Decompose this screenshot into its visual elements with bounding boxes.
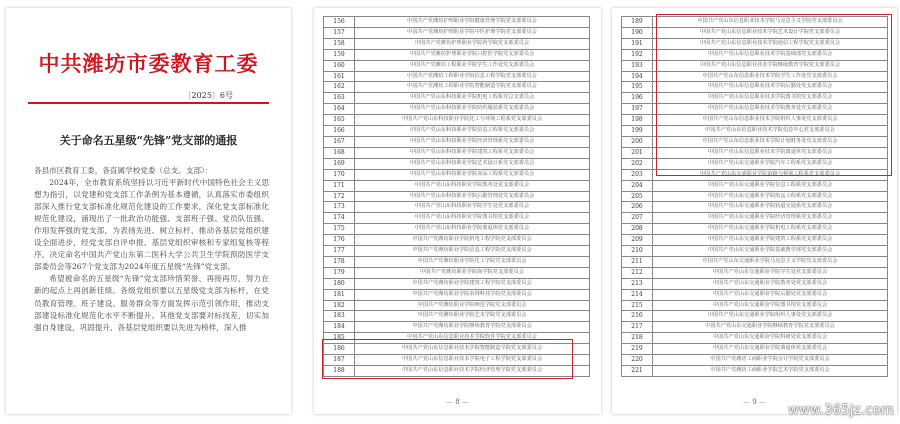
row-number: 209 [622, 235, 653, 246]
branch-name: 中国共产党山东交通职业学院轨道交通系党支部委员会 [653, 202, 888, 213]
table-row [324, 256, 590, 267]
red-header-title: 中共潍坊市委教育工委 [38, 51, 259, 76]
row-number: 177 [324, 246, 355, 257]
table-row [622, 147, 888, 158]
row-number: 192 [622, 49, 653, 60]
row-number: 169 [324, 158, 355, 169]
row-number: 164 [324, 104, 355, 115]
branch-name: 中国共产党山东科技职业学院建筑工程系党支部委员会 [355, 147, 590, 158]
row-number: 214 [622, 289, 653, 300]
branch-name: 中国共产党山东信息职业技术学院后勤处党支部委员会 [653, 82, 888, 93]
row-number: 191 [622, 38, 653, 49]
notice-salutation: 各县市区教育工委，各直属学校党委（总支、支部）： [34, 166, 213, 175]
row-number: 165 [324, 115, 355, 126]
table-row [324, 158, 590, 169]
table-row [324, 224, 590, 235]
row-number: 206 [622, 202, 653, 213]
branch-name: 中国共产党山东交通职业学院汽车工程系党支部委员会 [653, 158, 888, 169]
row-number: 218 [622, 333, 653, 344]
table-row [324, 104, 590, 115]
table-row [622, 366, 888, 377]
branch-name: 中国共产党山东交通职业学院图书馆党支部委员会 [653, 300, 888, 311]
branch-name: 中国共产党潍坊工程职业学院信息工程学院党支部委员会 [355, 71, 590, 82]
branch-name: 中国共产党山东科技职业学院学生处党支部委员会 [355, 202, 590, 213]
row-number: 186 [324, 344, 355, 355]
branch-name: 中国共产党山东科技职业学院经济管理系党支部委员会 [355, 136, 590, 147]
notice-body [34, 165, 269, 334]
branch-name: 中国共产党潍坊工商职业学院会计学院党支部委员会 [653, 355, 888, 366]
table-row [622, 322, 888, 333]
table-row [324, 278, 590, 289]
row-number: 207 [622, 213, 653, 224]
table-row [324, 60, 590, 71]
notice-paragraph: 2024年，全市教育系统坚持以习近平新时代中国特色社会主义思想为指引，以党建和党支部工作条例为基本遵循，认真落实市委组织部深入推行党支部标准化规范化建设的工作要求，深化党支部标准化规范化建设，涌现出了一批政治功能强、支部班子强、党员队伍强、作用发挥强的党支部，为表扬先进、树立标杆、推动各基层党组织建设全面进步，经党支部自评申报、基层党组织审核和专家组复核等程序，决定命名中国共产党山东第二医科大学公共卫生学院预防医学支部委员会等267个党支部为2024年度五星级“先锋”党支部。 [34, 178, 269, 272]
branch-name: 中国共产党潍坊护理职业学院健康管理学院党支部委员会 [355, 17, 590, 28]
branch-name: 中国共产党潍坊职业学院商学院党支部委员会 [355, 267, 590, 278]
branch-name: 中国共产党潍坊职业学院艺术学院党支部委员会 [355, 311, 590, 322]
table-row [324, 235, 590, 246]
branch-name: 中国共产党山东科技职业学院纺织服装系党支部委员会 [355, 104, 590, 115]
branch-name: 中国共产党山东科技职业学院图书馆党支部委员会 [355, 213, 590, 224]
table-row [324, 202, 590, 213]
table-row [324, 355, 590, 366]
branch-name: 中国共产党潍坊职业学院师范学院党支部委员会 [355, 300, 590, 311]
notice-title: 关于命名五星级“先锋”党支部的通报 [59, 134, 238, 147]
row-number: 213 [622, 278, 653, 289]
table-row [324, 311, 590, 322]
table-row [324, 344, 590, 355]
branch-name: 中国共产党山东科技职业学院化工与环境工程系党支部委员会 [355, 115, 590, 126]
row-number: 157 [324, 27, 355, 38]
table-row [324, 289, 590, 300]
table-row [324, 115, 590, 126]
table-row [622, 235, 888, 246]
branch-name: 中国共产党山东信息职业技术学院继续教育学院党支部委员会 [653, 60, 888, 71]
branch-name: 中国共产党山东科技职业学院机电工程系党总支委员会 [355, 93, 590, 104]
branch-name: 中国共产党山东信息职业技术学院组织人事处党支部委员会 [653, 115, 888, 126]
table-row [324, 82, 590, 93]
table-row [622, 278, 888, 289]
branch-name: 中国共产党潍坊职业学院信息工程学院党支部委员会 [355, 246, 590, 257]
branch-name: 中国共产党山东科技职业学院艺术设计系党支部委员会 [355, 158, 590, 169]
row-number: 202 [622, 158, 653, 169]
branch-name: 中国共产党山东科技职业学院食品工程系党支部委员会 [355, 169, 590, 180]
row-number: 187 [324, 355, 355, 366]
branch-name: 中国共产党山东交通职业学院基础教学部党支部委员会 [653, 246, 888, 257]
branch-name: 中国共产党潍坊职业学院机电工程学院党支部委员会 [355, 235, 590, 246]
site-watermark: www.365jz.com [788, 403, 894, 418]
page-number: — 9 — [743, 398, 766, 406]
table-row [622, 71, 888, 82]
table-row [324, 147, 590, 158]
branch-name: 中国共产党山东信息职业技术学院信息中心党支部委员会 [653, 126, 888, 137]
notice-paragraph: 希望被命名的五星级“先锋”党支部珍惜荣誉、再接再厉，努力在新的起点上再创新佳绩。各级党组织要以五星级党支部为标杆，在党员教育管理、班子建设、服务群众等方面发挥示范引领作用，推动支部建设标准化规范化水平不断提升。其他党支部要对标找差，切实加强自身建设，巩固提升、各基层党组织要以先进为榜样，深入推 [34, 274, 269, 332]
row-number: 166 [324, 126, 355, 137]
row-number: 194 [622, 71, 653, 82]
row-number: 201 [622, 147, 653, 158]
table-row [622, 289, 888, 300]
branch-name: 中国共产党潍坊护理职业学院中医护理学院党支部委员会 [355, 27, 590, 38]
table-row [622, 60, 888, 71]
row-number: 180 [324, 278, 355, 289]
table-row [622, 115, 888, 126]
row-number: 178 [324, 256, 355, 267]
table-row [622, 169, 888, 180]
branch-list-table [323, 16, 590, 377]
table-row [324, 366, 590, 377]
row-number: 208 [622, 224, 653, 235]
table-row [622, 126, 888, 137]
row-number: 199 [622, 126, 653, 137]
row-number: 219 [622, 344, 653, 355]
branch-name: 中国共产党山东交通职业学院离退休党支部委员会 [653, 344, 888, 355]
row-number: 176 [324, 235, 355, 246]
table-row [622, 202, 888, 213]
branch-name: 中国共产党山东科技职业学院后勤管理处党支部委员会 [355, 191, 590, 202]
table-row [324, 169, 590, 180]
branch-name: 中国共产党山东交通职业学院建筑工程系党支部委员会 [653, 235, 888, 246]
branch-name: 中国共产党山东信息职业技术学院离退休党支部委员会 [653, 147, 888, 158]
table-row [622, 344, 888, 355]
branch-name: 中国共产党潍坊工程职业学院学生工作处党支部委员会 [355, 60, 590, 71]
table-row [324, 136, 590, 147]
row-number: 215 [622, 300, 653, 311]
branch-name: 中国共产党山东信息职业技术学院图书馆党支部委员会 [653, 93, 888, 104]
row-number: 221 [622, 366, 653, 377]
table-row [324, 322, 590, 333]
table-row [622, 136, 888, 147]
branch-name: 中国共产党山东交通职业学院道路与桥梁工程系党支部委员会 [653, 169, 888, 180]
table-row [622, 180, 888, 191]
page-number: — 8 — [446, 398, 469, 406]
branch-name: 中国共产党山东交通职业学院航运工程系党支部委员会 [653, 191, 888, 202]
row-number: 185 [324, 333, 355, 344]
table-row [324, 49, 590, 60]
row-number: 174 [324, 213, 355, 224]
branch-name: 中国共产党山东科技职业学院教务处党支部委员会 [355, 180, 590, 191]
list-page-8 [314, 8, 601, 414]
table-row [324, 191, 590, 202]
branch-name: 中国共产党山东交通职业学院组织人事处党支部委员会 [653, 311, 888, 322]
branch-name: 中国共产党山东信息职业技术学院电子工程学院党支部委员会 [355, 355, 590, 366]
branch-name: 中国共产党山东交通职业学院经济管理系党支部委员会 [653, 213, 888, 224]
branch-name: 中国共产党潍坊职业学院农林科技学院党支部委员会 [355, 289, 590, 300]
row-number: 184 [324, 322, 355, 333]
list-page-9 [612, 8, 897, 414]
table-row [622, 158, 888, 169]
table-row [324, 180, 590, 191]
table-row [324, 38, 590, 49]
branch-name: 中国共产党山东交通职业学院后勤处党支部委员会 [653, 289, 888, 300]
branch-name: 中国共产党山东科技职业学院离退休党支部委员会 [355, 224, 590, 235]
row-number: 182 [324, 300, 355, 311]
table-body [622, 17, 888, 377]
branch-name: 中国共产党山东信息职业技术学院计划财务处党支部委员会 [653, 136, 888, 147]
row-number: 212 [622, 267, 653, 278]
row-number: 189 [622, 17, 653, 28]
branch-name: 中国共产党山东信息职业技术学院通信工程学院党支部委员会 [653, 38, 888, 49]
branch-name: 中国共产党潍坊护理职业学院口腔医学院党支部委员会 [355, 49, 590, 60]
table-row [324, 246, 590, 257]
row-number: 179 [324, 267, 355, 278]
row-number: 175 [324, 224, 355, 235]
branch-name: 中国共产党山东交通职业学院教务处党支部委员会 [653, 278, 888, 289]
branch-name: 中国共产党山东信息职业技术学院软件学院党支部委员会 [355, 333, 590, 344]
table-row [324, 126, 590, 137]
table-row [324, 93, 590, 104]
row-number: 195 [622, 82, 653, 93]
branch-list-table [621, 16, 888, 377]
row-number: 190 [622, 27, 653, 38]
branch-name: 中国共产党山东科技职业学院信息工程系党支部委员会 [355, 126, 590, 137]
table-row [622, 82, 888, 93]
row-number: 188 [324, 366, 355, 377]
row-number: 163 [324, 93, 355, 104]
table-row [622, 267, 888, 278]
row-number: 197 [622, 104, 653, 115]
table-row [324, 27, 590, 38]
table-row [622, 17, 888, 28]
table-row [324, 267, 590, 278]
table-row [622, 256, 888, 267]
table-row [622, 49, 888, 60]
row-number: 158 [324, 38, 355, 49]
branch-name: 中国共产党山东信息职业技术学院智能制造学院党支部委员会 [355, 344, 590, 355]
branch-name: 中国共产党山东信息职业技术学院学生工作处党支部委员会 [653, 71, 888, 82]
row-number: 170 [324, 169, 355, 180]
row-number: 211 [622, 256, 653, 267]
branch-name: 中国共产党潍坊护理职业学院药学院党支部委员会 [355, 38, 590, 49]
table-row [324, 17, 590, 28]
row-number: 216 [622, 311, 653, 322]
branch-name: 中国共产党山东交通职业学院科研处党支部委员会 [653, 333, 888, 344]
row-number: 196 [622, 93, 653, 104]
row-number: 173 [324, 202, 355, 213]
row-number: 168 [324, 147, 355, 158]
table-row [324, 300, 590, 311]
red-divider-line [28, 102, 269, 104]
row-number: 203 [622, 169, 653, 180]
document-number: 〔2025〕6号 [183, 91, 233, 100]
table-row [622, 93, 888, 104]
branch-name: 中国共产党山东交通职业学院信息工程系党支部委员会 [653, 180, 888, 191]
branch-name: 中国共产党山东信息职业技术学院教务处党支部委员会 [653, 104, 888, 115]
table-row [622, 213, 888, 224]
table-row [622, 38, 888, 49]
branch-name: 中国共产党山东交通职业学院学生处党支部委员会 [653, 267, 888, 278]
branch-name: 中国共产党山东信息职业技术学院经济管理学院党支部委员会 [355, 366, 590, 377]
table-body [324, 17, 590, 377]
row-number: 156 [324, 17, 355, 28]
branch-name: 中国共产党山东交通职业学院继续教育学院党支部委员会 [653, 322, 888, 333]
table-row [622, 104, 888, 115]
table-row [622, 311, 888, 322]
row-number: 204 [622, 180, 653, 191]
row-number: 161 [324, 71, 355, 82]
table-row [622, 191, 888, 202]
table-row [622, 246, 888, 257]
row-number: 217 [622, 322, 653, 333]
table-row [324, 333, 590, 344]
row-number: 193 [622, 60, 653, 71]
table-row [324, 213, 590, 224]
row-number: 167 [324, 136, 355, 147]
branch-name: 中国共产党潍坊工商职业学院艺术学院党支部委员会 [653, 366, 888, 377]
branch-name: 中国共产党潍坊职业学院继续教育学院党支部委员会 [355, 322, 590, 333]
branch-name: 中国共产党潍坊职业学院化工学院党支部委员会 [355, 256, 590, 267]
notice-page [6, 8, 291, 414]
row-number: 198 [622, 115, 653, 126]
row-number: 200 [622, 136, 653, 147]
table-row [622, 333, 888, 344]
branch-name: 中国共产党山东信息职业技术学院马克思主义学院党支部委员会 [653, 17, 888, 28]
table-row [622, 300, 888, 311]
branch-name: 中国共产党潍坊工程职业学院智能制造学院党支部委员会 [355, 82, 590, 93]
branch-name: 中国共产党潍坊职业学院建筑工程学院党支部委员会 [355, 278, 590, 289]
row-number: 171 [324, 180, 355, 191]
table-row [622, 355, 888, 366]
table-row [622, 27, 888, 38]
table-row [622, 224, 888, 235]
row-number: 181 [324, 289, 355, 300]
row-number: 220 [622, 355, 653, 366]
branch-name: 中国共产党山东交通职业学院机电工程系党支部委员会 [653, 224, 888, 235]
row-number: 159 [324, 49, 355, 60]
table-row [324, 71, 590, 82]
branch-name: 中国共产党山东交通职业学院马克思主义学院党支部委员会 [653, 256, 888, 267]
branch-name: 中国共产党山东信息职业技术学院基础部党支部委员会 [653, 49, 888, 60]
row-number: 162 [324, 82, 355, 93]
branch-name: 中国共产党山东信息职业技术学院艺术设计学院党支部委员会 [653, 27, 888, 38]
row-number: 183 [324, 311, 355, 322]
row-number: 210 [622, 246, 653, 257]
row-number: 172 [324, 191, 355, 202]
row-number: 160 [324, 60, 355, 71]
row-number: 205 [622, 191, 653, 202]
